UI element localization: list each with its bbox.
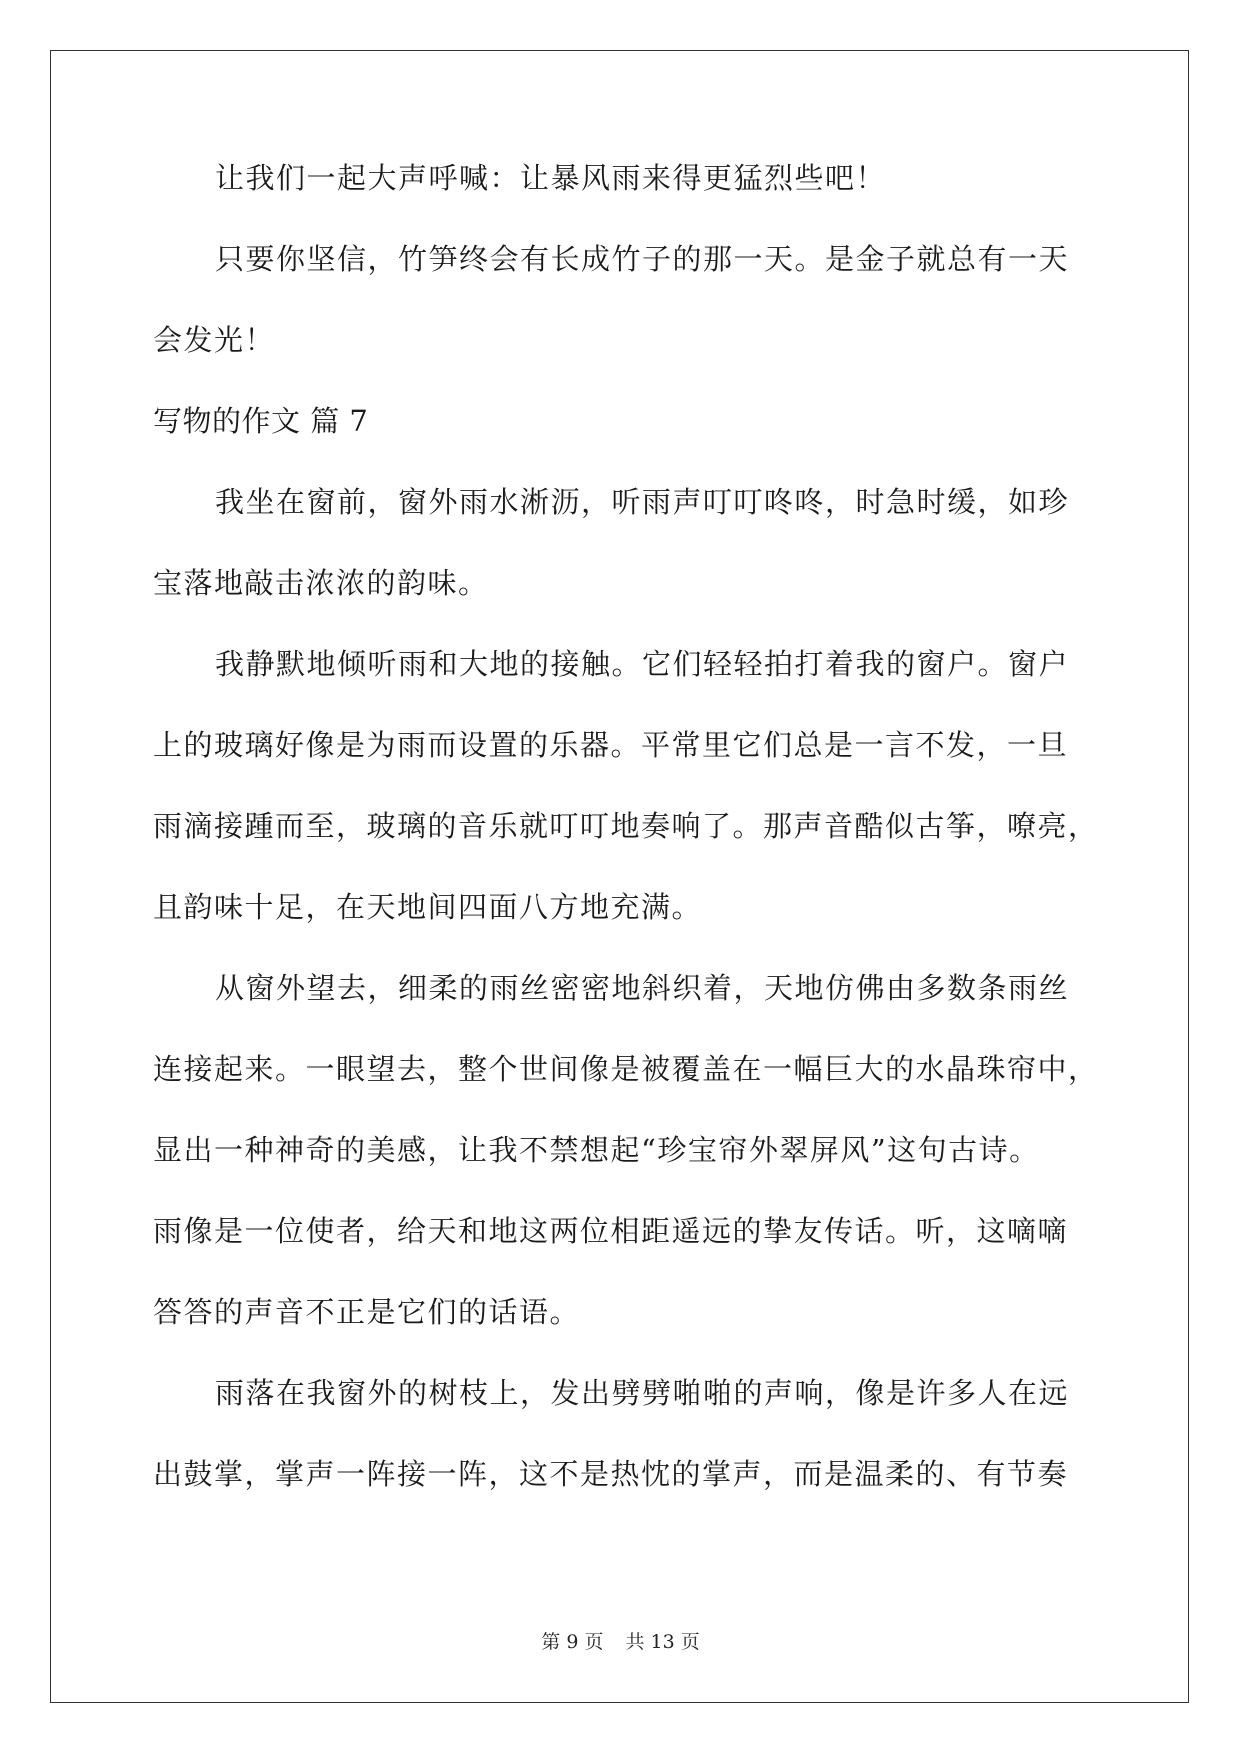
text-line: 让我们一起大声呼喊：让暴风雨来得更猛烈些吧！ (215, 161, 887, 195)
text-line: 上的玻璃好像是为雨而设置的乐器。平常里它们总是一言不发，一旦 (153, 728, 1069, 762)
text-line: 我静默地倾听雨和大地的接触。它们轻轻拍打着我的窗户。窗户 (215, 647, 1070, 681)
text-line: 从窗外望去，细柔的雨丝密密地斜织着，天地仿佛由多数条雨丝 (215, 971, 1070, 1005)
page-number: 第 9 页 (541, 1631, 604, 1653)
text-line: 连接起来。一眼望去，整个世间像是被覆盖在一幅巨大的水晶珠帘中， (153, 1052, 1099, 1086)
text-line: 且韵味十足，在天地间四面八方地充满。 (153, 890, 703, 924)
section-heading: 写物的作文 篇 7 (153, 404, 369, 438)
text-line: 出鼓掌，掌声一阵接一阵，这不是热忱的掌声，而是温柔的、有节奏 (153, 1457, 1069, 1491)
text-line: 雨滴接踵而至，玻璃的音乐就叮叮地奏响了。那声音酷似古筝，嘹亮， (153, 809, 1099, 843)
text-line: 雨落在我窗外的树枝上，发出劈劈啪啪的声响，像是许多人在远 (215, 1376, 1070, 1410)
text-line: 我坐在窗前，窗外雨水淅沥，听雨声叮叮咚咚，时急时缓，如珍 (215, 485, 1070, 519)
page-total: 共 13 页 (625, 1631, 700, 1653)
page-footer (0, 1627, 1241, 1654)
text-line: 宝落地敲击浓浓的韵味。 (153, 566, 489, 600)
text-line: 只要你坚信，竹笋终会有长成竹子的那一天。是金子就总有一天 (215, 242, 1070, 276)
text-line: 显出一种神奇的美感，让我不禁想起“珍宝帘外翠屏风”这句古诗。 (153, 1133, 1040, 1167)
text-line: 答答的声音不正是它们的话语。 (153, 1295, 581, 1329)
document-body (153, 160, 1099, 1537)
text-line: 会发光！ (153, 323, 276, 357)
text-line: 雨像是一位使者，给天和地这两位相距遥远的挚友传话。听，这嘀嘀 (153, 1214, 1069, 1248)
